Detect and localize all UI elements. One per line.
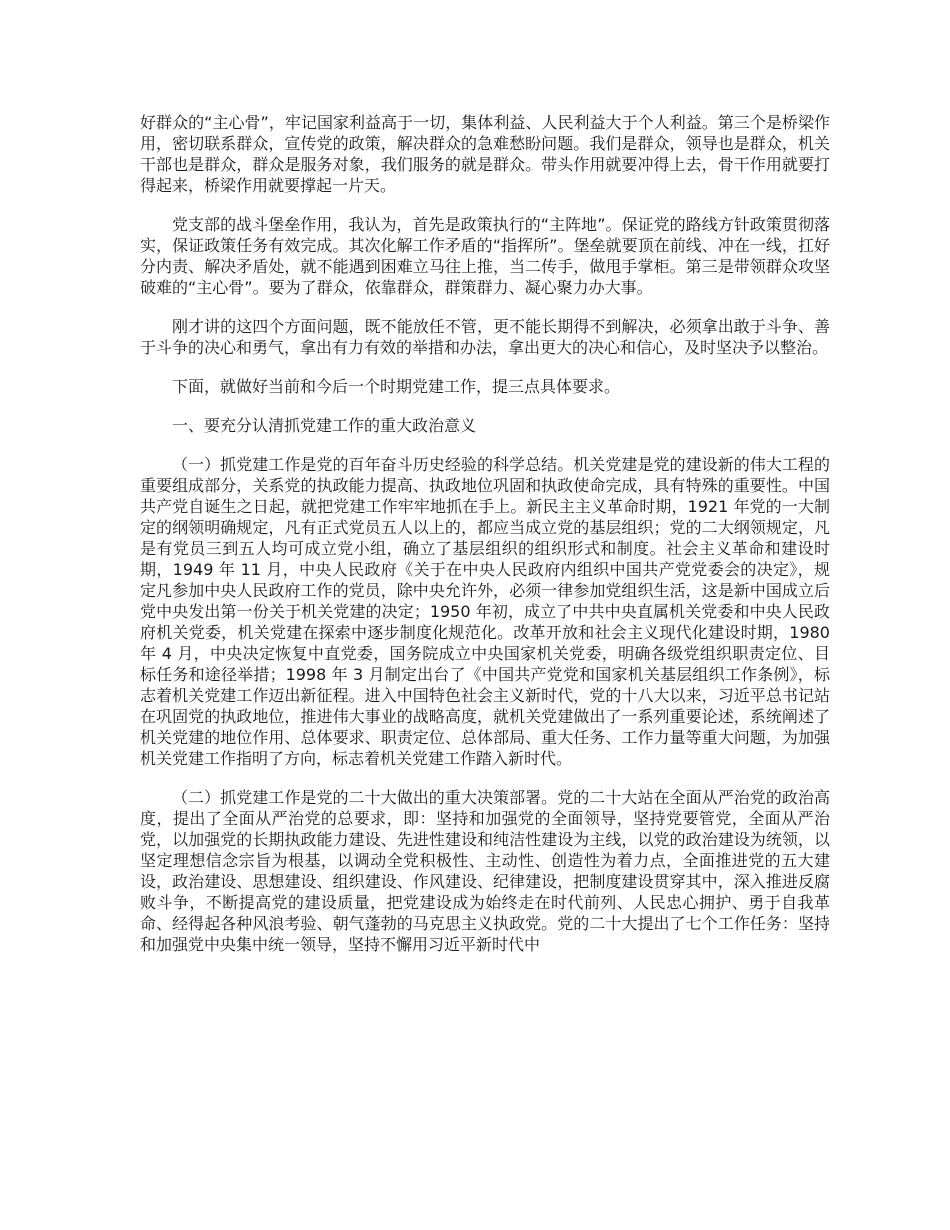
paragraph-5: （一）抓党建工作是党的百年奋斗历史经验的科学总结。机关党建是党的建设新的伟大工程的重要组成部分，关系党的执政能力提高、执政地位巩固和执政使命完成，具有特殊的重要性。中国共产党自诞生之日起，就把党建工作牢牢地抓在手上。新民主主义革命时期，1921 年党的一大制定的纲领明确规定，凡有正式党员五人以上的，都应当成立党的基层组织；党的二大纲领规定，凡是有党员三到五人均可成立党小组，确立了基层组织的组织形式和制度。社会主义革命和建设时期，1949 年 11 月，中央人民政府《关于在中央人民政府内组织中国共产党党委会的决定》，规定凡参加中央人民政府工作的党员，除中央允许外，必须一律参加党组织生活，这是新中国成立后党中央发出第一份关于机关党建的决定；1950 年初，成立了中共中央直属机关党委和中央人民政府机关党委，机关党建在探索中逐步制度化规范化。改革开放和社会主义现代化建设时期，1980 年 4 月，中央决定恢复中直党委，国务院成立中央国家机关党委，明确各级党组织职责定位、目标任务和途径举措；1998 年 3 月制定出台了《中国共产党党和国家机关基层组织工作条例》，标志着机关党建工作迈出新征程。进入中国特色社会主义新时代，党的十八大以来，习近平总书记站在巩固党的执政地位，推进伟大事业的战略高度，就机关党建做出了一系列重要论述，系统阐述了机关党建的地位作用、总体要求、职责定位、总体部局、重大任务、工作力量等重大问题，为加强机关党建工作指明了方向，标志着机关党建工作踏入新时代。 — [140, 455, 830, 768]
paragraph-1: 好群众的“主心骨”，牢记国家利益高于一切，集体利益、人民利益大于个人利益。第三个是桥梁作用，密切联系群众，宣传党的政策，解决群众的急难愁盼问题。我们是群众，领导也是群众，机关干部也是群众，群众是服务对象，我们服务的就是群众。带头作用就要冲得上去，骨干作用就要打得起来，桥梁作用就要撑起一片天。 — [140, 113, 830, 195]
paragraph-3: 刚才讲的这四个方面问题，既不能放任不管，更不能长期得不到解决，必须拿出敢于斗争、善于斗争的决心和勇气，拿出有力有效的举措和办法，拿出更大的决心和信心，及时坚决予以整治。 — [140, 317, 830, 357]
document-page — [140, 112, 830, 973]
paragraph-6: （二）抓党建工作是党的二十大做出的重大决策部署。党的二十大站在全面从严治党的政治高度，提出了全面从严治党的总要求，即：坚持和加强党的全面领导，坚持党要管党，全面从严治党，以加强党的长期执政能力建设、先进性建设和纯洁性建设为主线，以党的政治建设为统领，以坚定理想信念宗旨为根基，以调动全党积极性、主动性、创造性为着力点，全面推进党的五大建设，政治建设、思想建设、组织建设、作风建设、纪律建设，把制度建设贯穿其中，深入推进反腐败斗争，不断提高党的建设质量，把党建设成为始终走在时代前列、人民忠心拥护、勇于自我革命、经得起各种风浪考验、朝气蓬勃的马克思主义执政党。党的二十大提出了七个工作任务：坚持和加强党中央集中统一领导，坚持不懈用习近平新时代中 — [140, 788, 830, 954]
paragraph-2: 党支部的战斗堡垒作用，我认为，首先是政策执行的“主阵地”。保证党的路线方针政策贯彻落实，保证政策任务有效完成。其次化解工作矛盾的“指挥所”。堡垒就要顶在前线、冲在一线，扛好分内责、解决矛盾处，就不能遇到困难立马往上推，当二传手，做甩手掌柜。第三是带领群众攻坚破难的“主心骨”。要为了群众，依靠群众，群策群力、凝心聚力办大事。 — [140, 215, 830, 297]
paragraph-4: 下面，就做好当前和今后一个时期党建工作，提三点具体要求。 — [172, 377, 621, 396]
section-heading-1: 一、要充分认清抓党建工作的重大政治意义 — [172, 416, 477, 435]
